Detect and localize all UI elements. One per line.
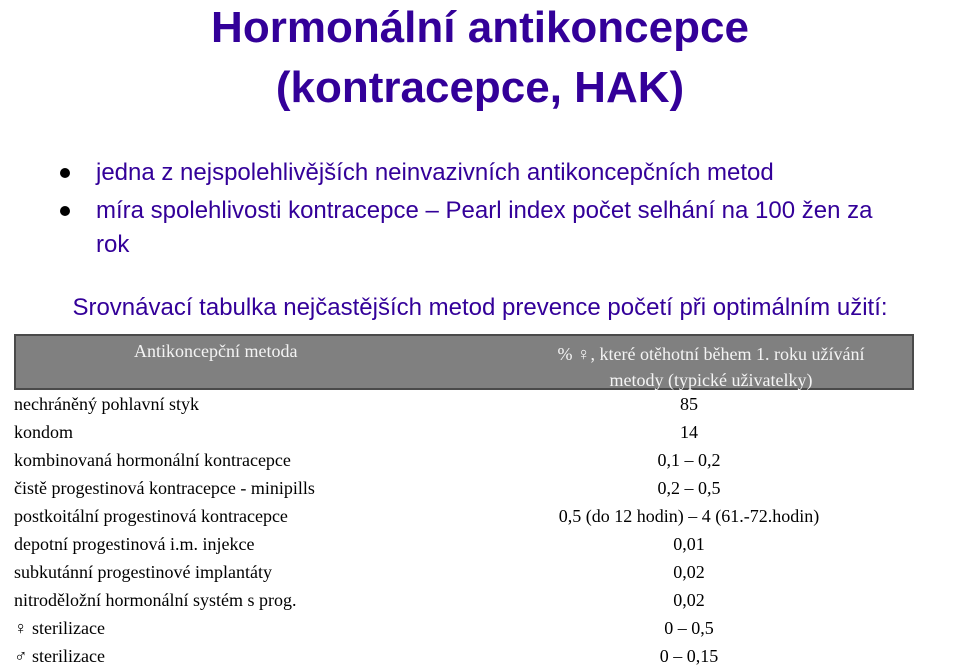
row-value: 0 – 0,5 <box>664 618 714 638</box>
row-value: 0,02 <box>673 562 705 582</box>
row-method: nechráněný pohlavní styk <box>14 394 199 414</box>
header-percent-line1: % ♀, které otěhotní během 1. roku užívání <box>557 344 865 364</box>
table-row <box>14 390 914 418</box>
row-method: ♂ sterilizace <box>14 646 105 666</box>
row-method: ♀ sterilizace <box>14 618 105 638</box>
row-value: 0,1 – 0,2 <box>657 450 721 470</box>
bullet-dot-icon <box>60 206 70 216</box>
page-title: Hormonální antikoncepce <box>211 3 749 52</box>
table-row <box>14 558 914 586</box>
table-row <box>14 530 914 558</box>
bullet-item <box>56 194 896 262</box>
table-row <box>14 614 914 642</box>
row-method: kombinovaná hormonální kontracepce <box>14 450 291 470</box>
table-row <box>14 642 914 670</box>
row-method: kondom <box>14 422 74 442</box>
row-value: 0 – 0,15 <box>659 646 719 666</box>
table-row <box>14 474 914 502</box>
page-subtitle-heading: (kontracepce, HAK) <box>275 63 685 112</box>
row-value: 0,01 <box>673 534 705 554</box>
bullet-list <box>56 156 896 262</box>
bullet-text: jedna z nejspolehlivějších neinvazivních antikoncepčních metod <box>96 159 774 186</box>
header-method: Antikoncepční metoda <box>134 341 298 361</box>
row-value: 0,5 (do 12 hodin) – 4 (61.-72.hodin) <box>558 506 820 526</box>
table-caption: Srovnávací tabulka nejčastějších metod prevence početí při optimálním užití: <box>72 294 888 321</box>
bullet-dot-icon <box>60 168 70 178</box>
bullet-text: míra spolehlivosti kontracepce – Pearl index počet selhání na 100 žen za rok <box>96 197 873 258</box>
row-method: subkutánní progestinové implantáty <box>14 562 272 582</box>
row-value: 0,2 – 0,5 <box>657 478 721 498</box>
comparison-table <box>14 334 914 670</box>
row-method: postkoitální progestinová kontracepce <box>14 506 288 526</box>
row-value: 0,02 <box>673 590 705 610</box>
row-method: depotní progestinová i.m. injekce <box>14 534 255 554</box>
header-percent-line2: metody (typické uživatelky) <box>609 370 813 390</box>
row-value: 85 <box>680 394 698 414</box>
row-method: nitroděložní hormonální systém s prog. <box>14 590 297 610</box>
row-method: čistě progestinová kontracepce - minipills <box>14 478 315 498</box>
header-percent <box>496 341 926 393</box>
table-row <box>14 418 914 446</box>
table-row <box>14 586 914 614</box>
table-row <box>14 502 914 530</box>
row-value: 14 <box>680 422 698 442</box>
table-row <box>14 446 914 474</box>
bullet-item <box>56 156 896 190</box>
table-header <box>14 334 914 390</box>
